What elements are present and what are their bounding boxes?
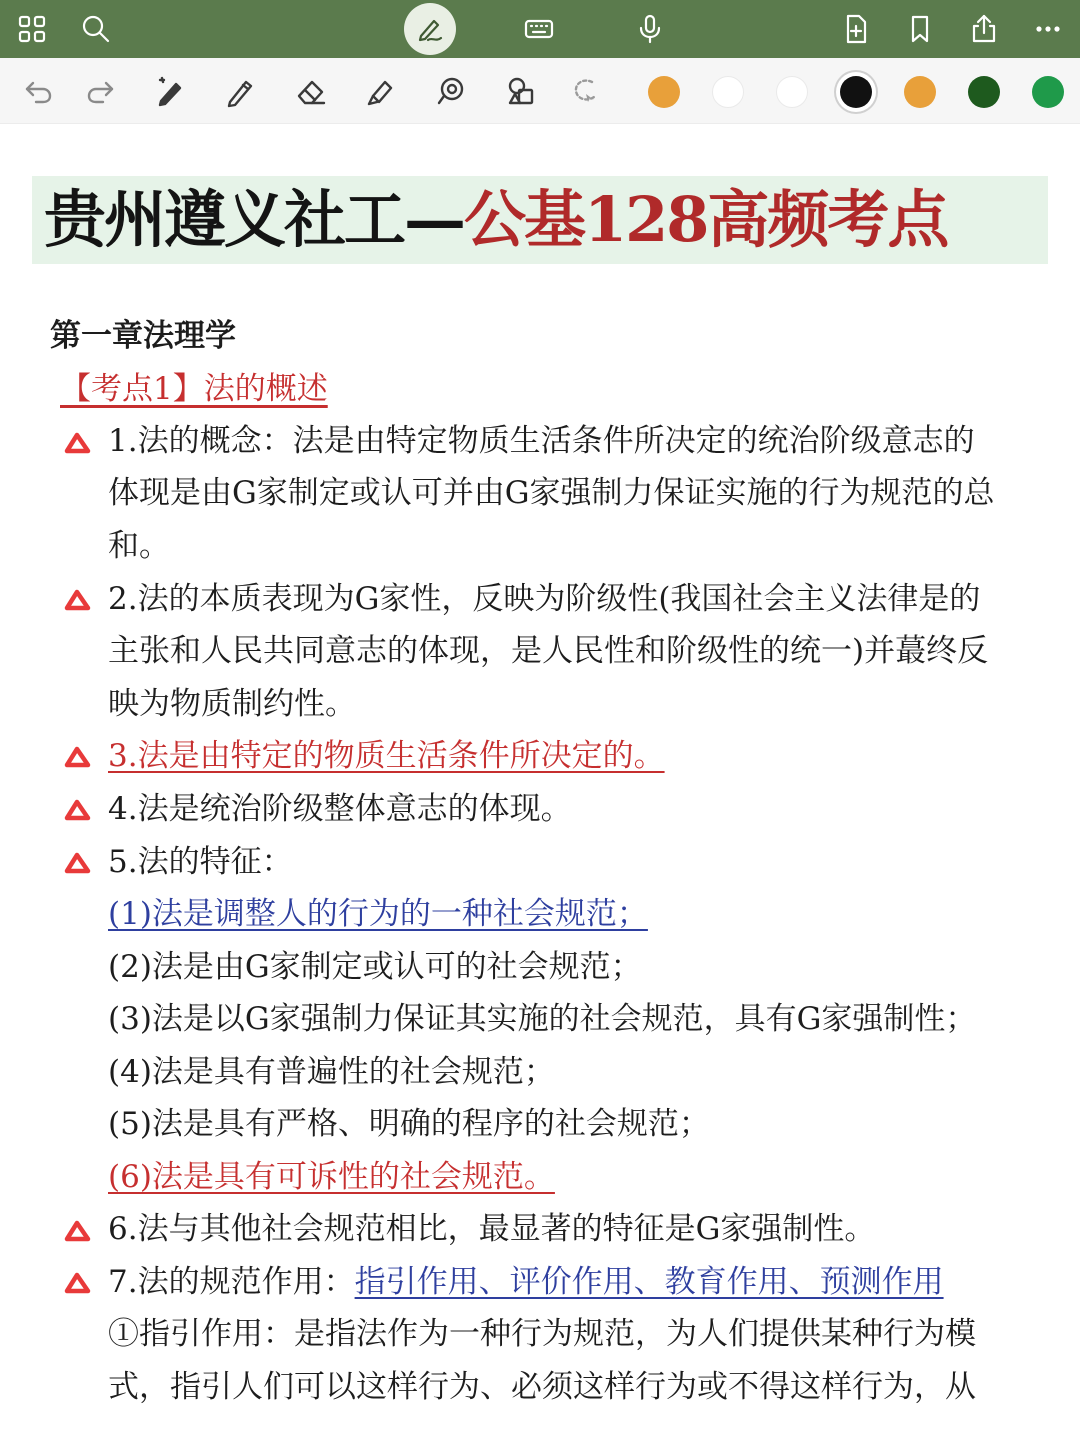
- search-icon[interactable]: [76, 9, 116, 49]
- pen-toolbar: [0, 58, 1080, 124]
- redo-icon[interactable]: [80, 70, 122, 112]
- section-heading: 【考点1】法的概述: [60, 371, 328, 407]
- feature-6: (6)法是具有可诉性的社会规范。: [108, 1159, 555, 1195]
- point-2-line-3: 映为物质制约性。: [108, 686, 356, 722]
- triangle-bullet-icon: [62, 1270, 92, 1296]
- point-2-line-1: 2.法的本质表现为G家性，反映为阶级性(我国社会主义法律是的: [108, 581, 981, 617]
- eraser-icon[interactable]: [290, 70, 332, 112]
- title-highlight-text: 公基128高频考点: [464, 183, 948, 256]
- point-6: 6.法与其他社会规范相比，最显著的特征是G家强制性。: [108, 1211, 876, 1247]
- pencil-icon[interactable]: [220, 70, 262, 112]
- keyboard-icon[interactable]: [519, 9, 559, 49]
- bookmark-icon[interactable]: [900, 9, 940, 49]
- undo-icon[interactable]: [17, 70, 59, 112]
- add-page-icon[interactable]: [836, 9, 876, 49]
- shapes-icon[interactable]: [500, 70, 542, 112]
- triangle-bullet-icon: [62, 587, 92, 613]
- color-swatch-black[interactable]: [840, 76, 872, 108]
- guidance-line-1: ①指引作用：是指法作为一种行为规范，为人们提供某种行为模: [108, 1316, 976, 1352]
- lasso-icon[interactable]: [430, 70, 472, 112]
- triangle-bullet-icon: [62, 430, 92, 456]
- feature-4: (4)法是具有普遍性的社会规范；: [108, 1054, 555, 1090]
- point-5: 5.法的特征：: [108, 844, 293, 880]
- triangle-bullet-icon: [62, 850, 92, 876]
- guidance-line-2: 式，指引人们可以这样行为、必须这样行为或不得这样行为，从: [108, 1369, 976, 1405]
- triangle-bullet-icon: [62, 744, 92, 770]
- triangle-bullet-icon: [62, 1218, 92, 1244]
- feature-5: (5)法是具有严格、明确的程序的社会规范；: [108, 1106, 710, 1142]
- color-swatch-white-2[interactable]: [776, 76, 808, 108]
- point-7: [108, 1262, 944, 1302]
- lasso-select-icon[interactable]: [566, 70, 608, 112]
- more-icon[interactable]: [1028, 9, 1068, 49]
- ai-pen-icon[interactable]: [150, 70, 192, 112]
- handwriting-mode-button[interactable]: [404, 3, 456, 55]
- point-1-line-1: 1.法的概念：法是由特定物质生活条件所决定的统治阶级意志的: [108, 423, 975, 459]
- title-prefix: 贵州遵义社工—: [44, 183, 465, 256]
- color-swatch-orange-2[interactable]: [904, 76, 936, 108]
- microphone-icon[interactable]: [630, 9, 670, 49]
- point-2-line-2: 主张和人民共同意志的体现，是人民性和阶级性的统一)并蕞终反: [108, 633, 989, 669]
- point-1-line-3: 和。: [108, 528, 170, 564]
- color-swatch-dark-green[interactable]: [968, 76, 1000, 108]
- page-title: [44, 178, 1044, 262]
- point-4: 4.法是统治阶级整体意志的体现。: [108, 791, 572, 827]
- point-7-functions: 指引作用、评价作用、教育作用、预测作用: [354, 1264, 944, 1300]
- highlighter-icon[interactable]: [360, 70, 402, 112]
- grid-icon[interactable]: [12, 9, 52, 49]
- feature-1: (1)法是调整人的行为的一种社会规范；: [108, 896, 648, 932]
- color-swatch-white-1[interactable]: [712, 76, 744, 108]
- point-7-label: 7.法的规范作用：: [108, 1264, 355, 1300]
- pen-icon: [414, 13, 446, 45]
- feature-3: (3)法是以G家强制力保证其实施的社会规范，具有G家强制性；: [108, 1001, 977, 1037]
- triangle-bullet-icon: [62, 797, 92, 823]
- point-3: 3.法是由特定的物质生活条件所决定的。: [108, 738, 665, 774]
- color-swatch-green[interactable]: [1032, 76, 1064, 108]
- color-swatch-orange[interactable]: [648, 76, 680, 108]
- share-icon[interactable]: [964, 9, 1004, 49]
- top-app-bar: [0, 0, 1080, 58]
- feature-2: (2)法是由G家制定或认可的社会规范；: [108, 949, 642, 985]
- point-1-line-2: 体现是由G家制定或认可并由G家强制力保证实施的行为规范的总: [108, 475, 995, 511]
- chapter-heading: 第一章法理学: [50, 318, 236, 354]
